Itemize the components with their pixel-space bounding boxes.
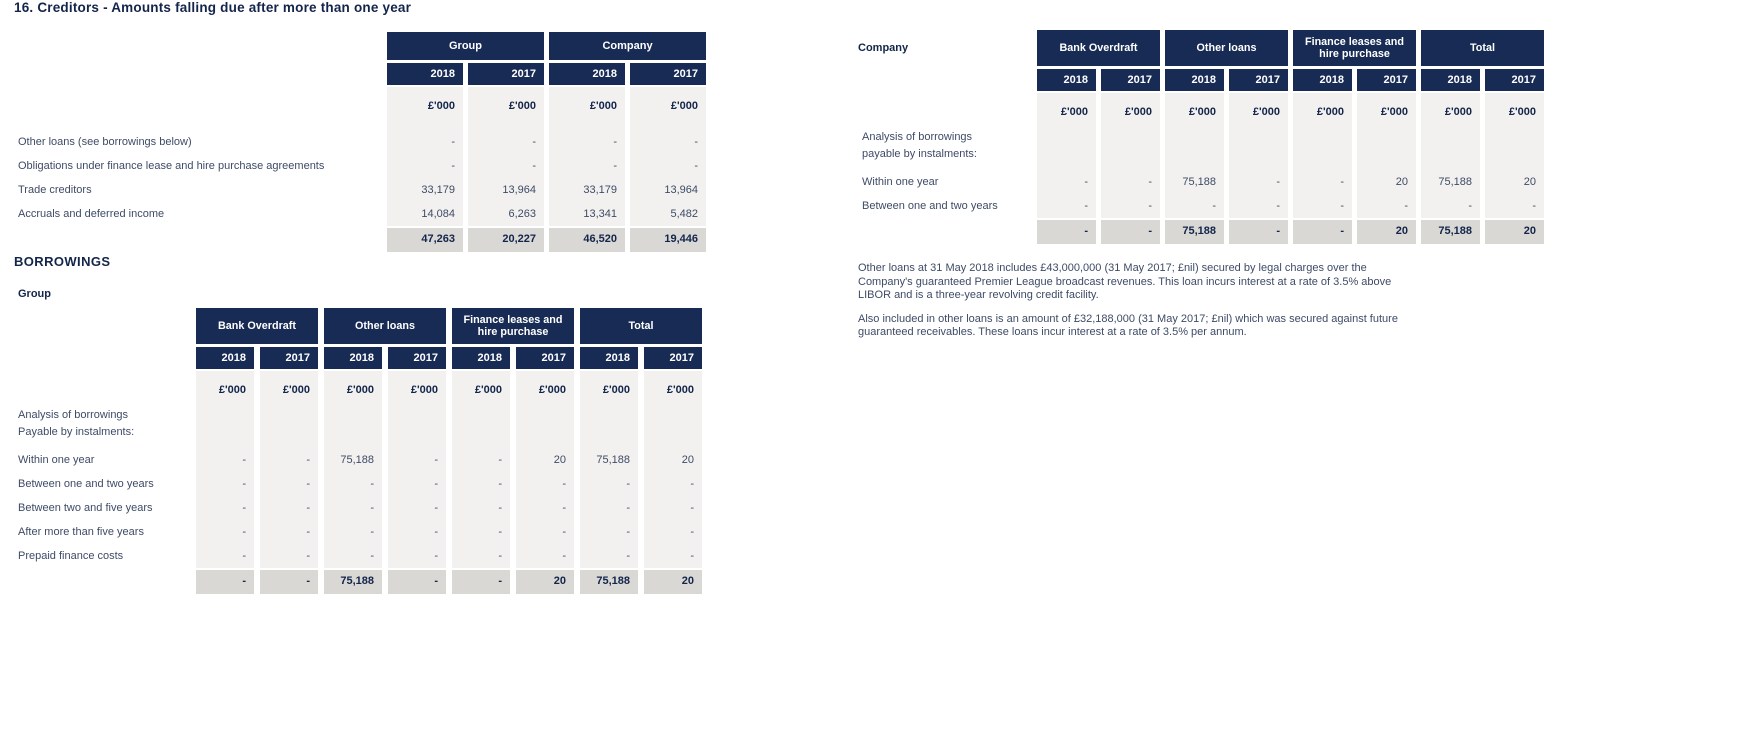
company-borrowings-table	[858, 30, 1544, 244]
creditors-table	[14, 32, 706, 252]
value-cell: -	[388, 448, 446, 472]
total-row-label	[858, 218, 1032, 244]
value-cell: -	[1229, 170, 1288, 194]
value-cell: -	[1293, 194, 1352, 218]
empty-cell	[1229, 129, 1288, 146]
total-cell: -	[196, 568, 254, 594]
value-cell: -	[387, 130, 463, 154]
value-cell: -	[1293, 170, 1352, 194]
corner-spacer	[14, 369, 190, 407]
page-title: 16. Creditors - Amounts falling due after more than one year	[14, 0, 412, 15]
value-cell: -	[644, 520, 702, 544]
borrowings-heading: BORROWINGS	[14, 254, 111, 269]
empty-cell	[324, 424, 382, 441]
value-cell: -	[468, 154, 544, 178]
total-cell: 20	[644, 568, 702, 594]
value-cell: -	[468, 130, 544, 154]
value-cell: -	[630, 130, 706, 154]
row-label: Trade creditors	[18, 184, 92, 196]
empty-cell	[516, 407, 574, 424]
group-header: Bank Overdraft	[1037, 30, 1160, 66]
unit-label: £'000	[630, 85, 706, 123]
unit-label: £'000	[1229, 91, 1288, 129]
empty-cell	[1165, 129, 1224, 146]
value-cell: -	[630, 154, 706, 178]
value-cell: -	[452, 448, 510, 472]
value-cell: 14,084	[387, 202, 463, 226]
row-spacer	[14, 441, 190, 448]
corner-spacer	[858, 91, 1032, 129]
value-cell: -	[1037, 194, 1096, 218]
empty-cell	[1293, 146, 1352, 163]
empty-cell	[196, 424, 254, 441]
unit-label: £'000	[549, 85, 625, 123]
year-header: 2017	[388, 344, 446, 369]
total-cell: -	[388, 568, 446, 594]
row-label: Analysis of borrowings	[862, 131, 973, 143]
unit-label: £'000	[644, 369, 702, 407]
row-label: After more than five years	[18, 526, 144, 538]
group-borrowings-table	[14, 308, 702, 594]
table-corner-label	[14, 32, 382, 60]
group-header: Bank Overdraft	[196, 308, 318, 344]
total-cell: 20	[516, 568, 574, 594]
empty-cell	[1357, 129, 1416, 146]
value-cell: -	[260, 544, 318, 568]
group-header: Group	[387, 32, 544, 60]
year-header: 2017	[468, 60, 544, 85]
total-cell: 20	[1485, 218, 1544, 244]
total-cell: 47,263	[387, 226, 463, 252]
total-cell: 20	[1357, 218, 1416, 244]
year-header: 2018	[1165, 66, 1224, 91]
value-cell: 20	[644, 448, 702, 472]
row-label: Between one and two years	[862, 200, 998, 212]
year-header: 2018	[1421, 66, 1480, 91]
corner-spacer	[858, 66, 1032, 91]
year-header: 2018	[452, 344, 510, 369]
total-cell: -	[260, 568, 318, 594]
spacer-cell	[468, 123, 544, 130]
unit-label: £'000	[1165, 91, 1224, 129]
value-cell: -	[516, 544, 574, 568]
unit-label: £'000	[260, 369, 318, 407]
value-cell: -	[196, 448, 254, 472]
row-label: Between one and two years	[18, 478, 154, 490]
value-cell: -	[549, 154, 625, 178]
unit-label: £'000	[196, 369, 254, 407]
spacer-cell	[580, 441, 638, 448]
empty-cell	[388, 407, 446, 424]
row-label: Analysis of borrowings	[18, 409, 129, 421]
row-spacer	[14, 123, 382, 130]
group-header: Total	[1421, 30, 1544, 66]
value-cell: -	[388, 496, 446, 520]
unit-label: £'000	[324, 369, 382, 407]
year-header: 2017	[1229, 66, 1288, 91]
empty-cell	[580, 407, 638, 424]
value-cell: -	[196, 544, 254, 568]
value-cell: -	[388, 544, 446, 568]
spacer-cell	[1165, 163, 1224, 170]
empty-cell	[260, 407, 318, 424]
spacer-cell	[1293, 163, 1352, 170]
value-cell: -	[1485, 194, 1544, 218]
year-header: 2017	[1485, 66, 1544, 91]
value-cell: 33,179	[387, 178, 463, 202]
row-label: Obligations under finance lease and hire purchase agreements	[18, 160, 325, 172]
value-cell: 33,179	[549, 178, 625, 202]
empty-cell	[1229, 146, 1288, 163]
total-row-label	[14, 568, 190, 594]
total-cell: 75,188	[324, 568, 382, 594]
year-header: 2017	[644, 344, 702, 369]
spacer-cell	[644, 441, 702, 448]
value-cell: 20	[1485, 170, 1544, 194]
value-cell: -	[580, 472, 638, 496]
value-cell: 75,188	[324, 448, 382, 472]
empty-cell	[516, 424, 574, 441]
total-cell: 19,446	[630, 226, 706, 252]
corner-spacer	[14, 60, 382, 85]
year-header: 2018	[324, 344, 382, 369]
empty-cell	[1421, 146, 1480, 163]
value-cell: 6,263	[468, 202, 544, 226]
spacer-cell	[452, 441, 510, 448]
empty-cell	[1293, 129, 1352, 146]
value-cell: -	[196, 520, 254, 544]
value-cell: -	[260, 472, 318, 496]
group-header: Finance leases and hire purchase	[1293, 30, 1416, 66]
value-cell: 20	[516, 448, 574, 472]
year-header: 2018	[549, 60, 625, 85]
unit-label: £'000	[452, 369, 510, 407]
value-cell: -	[196, 496, 254, 520]
empty-cell	[388, 424, 446, 441]
empty-cell	[580, 424, 638, 441]
group-header: Other loans	[1165, 30, 1288, 66]
unit-label: £'000	[1037, 91, 1096, 129]
empty-cell	[644, 424, 702, 441]
value-cell: 13,964	[468, 178, 544, 202]
year-header: 2018	[387, 60, 463, 85]
year-header: 2017	[516, 344, 574, 369]
spacer-cell	[1357, 163, 1416, 170]
total-cell: 75,188	[1165, 218, 1224, 244]
value-cell: 13,341	[549, 202, 625, 226]
value-cell: -	[580, 520, 638, 544]
value-cell: -	[324, 496, 382, 520]
value-cell: 75,188	[1421, 170, 1480, 194]
spacer-cell	[549, 123, 625, 130]
value-cell: -	[387, 154, 463, 178]
spacer-cell	[1229, 163, 1288, 170]
spacer-cell	[1485, 163, 1544, 170]
value-cell: -	[1165, 194, 1224, 218]
value-cell: -	[196, 472, 254, 496]
spacer-cell	[1421, 163, 1480, 170]
year-header: 2017	[260, 344, 318, 369]
value-cell: -	[580, 496, 638, 520]
notes-block	[858, 262, 1410, 350]
table-corner-label: Company	[858, 42, 909, 54]
total-cell: 75,188	[580, 568, 638, 594]
total-cell: -	[1037, 218, 1096, 244]
unit-label: £'000	[1293, 91, 1352, 129]
spacer-cell	[1101, 163, 1160, 170]
note-other-loans-secured: Other loans at 31 May 2018 includes £43,000,000 (31 May 2017; £nil) secured by legal charges over the Company's guaranteed Premier League broadcast revenues. This loan incurs interest at a rate of 3.5% above LIBOR and is a three-year revolving credit facility.	[858, 262, 1392, 301]
empty-cell	[1165, 146, 1224, 163]
spacer-cell	[387, 123, 463, 130]
unit-label: £'000	[1357, 91, 1416, 129]
value-cell: -	[452, 520, 510, 544]
year-header: 2017	[630, 60, 706, 85]
value-cell: -	[452, 496, 510, 520]
year-header: 2018	[1293, 66, 1352, 91]
empty-cell	[452, 407, 510, 424]
value-cell: 20	[1357, 170, 1416, 194]
year-header: 2018	[1037, 66, 1096, 91]
value-cell: -	[1101, 170, 1160, 194]
empty-cell	[324, 407, 382, 424]
spacer-cell	[516, 441, 574, 448]
spacer-cell	[388, 441, 446, 448]
value-cell: -	[516, 496, 574, 520]
value-cell: -	[388, 472, 446, 496]
value-cell: -	[644, 544, 702, 568]
year-header: 2017	[1101, 66, 1160, 91]
row-label: Between two and five years	[18, 502, 153, 514]
spacer-cell	[1037, 163, 1096, 170]
value-cell: -	[1101, 194, 1160, 218]
value-cell: -	[260, 496, 318, 520]
value-cell: -	[324, 544, 382, 568]
value-cell: -	[260, 448, 318, 472]
year-header: 2017	[1357, 66, 1416, 91]
group-section-label: Group	[18, 288, 51, 300]
unit-label: £'000	[580, 369, 638, 407]
unit-label: £'000	[516, 369, 574, 407]
total-cell: -	[1101, 218, 1160, 244]
group-header: Other loans	[324, 308, 446, 344]
empty-cell	[452, 424, 510, 441]
value-cell: -	[388, 520, 446, 544]
value-cell: -	[260, 520, 318, 544]
note-other-loans-receivables: Also included in other loans is an amount of £32,188,000 (31 May 2017; £nil) which was secured against future guaranteed receivables. These loans incur interest at a rate of 3.5% per annum.	[858, 312, 1398, 338]
empty-cell	[1357, 146, 1416, 163]
empty-cell	[1101, 129, 1160, 146]
empty-cell	[1101, 146, 1160, 163]
empty-cell	[1037, 146, 1096, 163]
value-cell: 13,964	[630, 178, 706, 202]
row-label: Accruals and deferred income	[18, 208, 165, 220]
value-cell: 75,188	[580, 448, 638, 472]
unit-label: £'000	[1421, 91, 1480, 129]
value-cell: -	[1421, 194, 1480, 218]
value-cell: -	[452, 472, 510, 496]
unit-label: £'000	[387, 85, 463, 123]
value-cell: -	[324, 472, 382, 496]
total-cell: -	[1293, 218, 1352, 244]
unit-label: £'000	[1101, 91, 1160, 129]
value-cell: -	[516, 472, 574, 496]
row-label: Payable by instalments:	[18, 426, 135, 438]
unit-label: £'000	[1485, 91, 1544, 129]
row-spacer	[858, 163, 1032, 170]
total-cell: -	[452, 568, 510, 594]
spacer-cell	[196, 441, 254, 448]
total-cell: 75,188	[1421, 218, 1480, 244]
value-cell: -	[1357, 194, 1416, 218]
group-header: Total	[580, 308, 702, 344]
row-label: Within one year	[862, 176, 939, 188]
value-cell: -	[324, 520, 382, 544]
group-header: Company	[549, 32, 706, 60]
total-cell: 46,520	[549, 226, 625, 252]
unit-label: £'000	[468, 85, 544, 123]
value-cell: 5,482	[630, 202, 706, 226]
empty-cell	[196, 407, 254, 424]
corner-spacer	[14, 85, 382, 123]
spacer-cell	[324, 441, 382, 448]
empty-cell	[260, 424, 318, 441]
group-header: Finance leases and hire purchase	[452, 308, 574, 344]
empty-cell	[1485, 146, 1544, 163]
value-cell: -	[644, 496, 702, 520]
empty-cell	[644, 407, 702, 424]
value-cell: -	[1037, 170, 1096, 194]
corner-spacer	[14, 344, 190, 369]
row-label: payable by instalments:	[862, 148, 977, 160]
value-cell: -	[580, 544, 638, 568]
empty-cell	[1485, 129, 1544, 146]
total-cell: -	[1229, 218, 1288, 244]
row-label: Other loans (see borrowings below)	[18, 136, 192, 148]
empty-cell	[1421, 129, 1480, 146]
empty-cell	[1037, 129, 1096, 146]
value-cell: -	[644, 472, 702, 496]
table-corner-label	[14, 308, 190, 344]
spacer-cell	[630, 123, 706, 130]
total-row-label	[14, 226, 382, 252]
value-cell: -	[549, 130, 625, 154]
year-header: 2018	[580, 344, 638, 369]
row-label: Prepaid finance costs	[18, 550, 124, 562]
value-cell: -	[452, 544, 510, 568]
spacer-cell	[260, 441, 318, 448]
total-cell: 20,227	[468, 226, 544, 252]
value-cell: -	[516, 520, 574, 544]
year-header: 2018	[196, 344, 254, 369]
row-label: Within one year	[18, 454, 95, 466]
unit-label: £'000	[388, 369, 446, 407]
value-cell: -	[1229, 194, 1288, 218]
value-cell: 75,188	[1165, 170, 1224, 194]
